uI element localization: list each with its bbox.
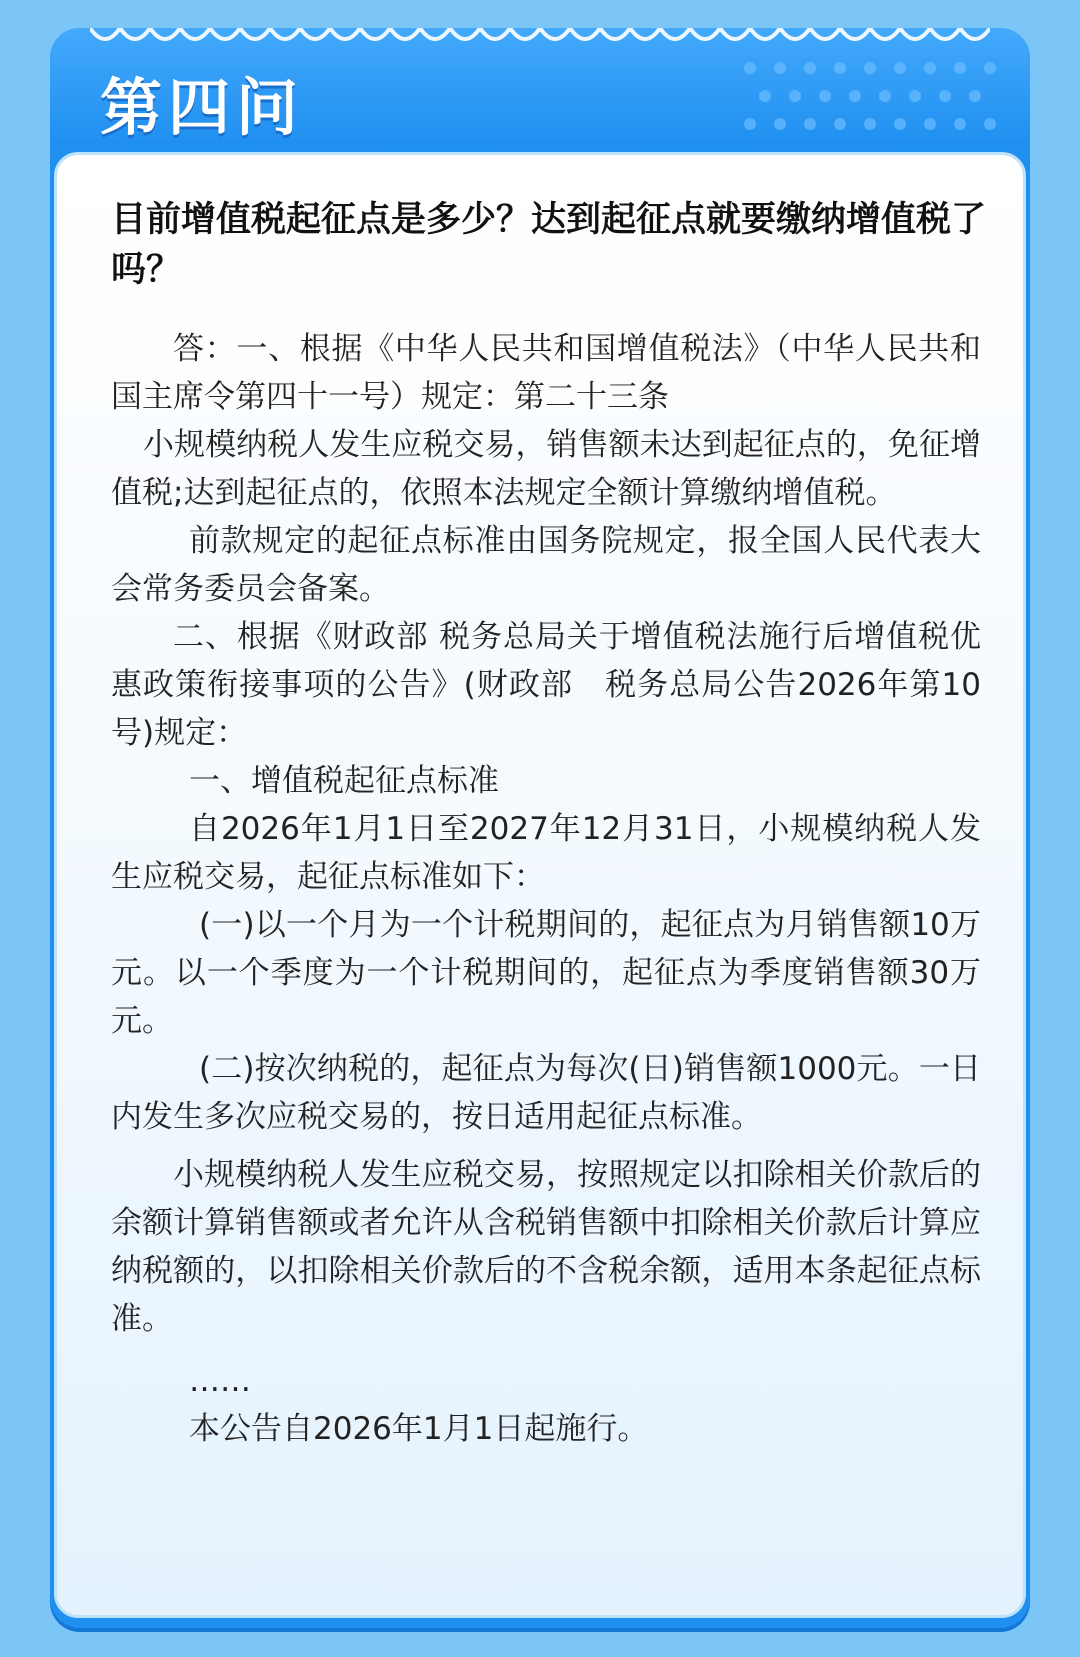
wave-decoration [90,28,990,54]
card-header [50,28,1030,146]
dot-pattern-decoration [740,58,1000,138]
answer-paragraph: …… [189,1363,251,1399]
answer-paragraph: (二)按次纳税的，起征点为每次(日)销售额1000元。一日内发生多次应税交易的，按日适用起征点标准。 [111,1051,981,1135]
answer-paragraph: 自2026年1月1日至2027年12月31日，小规模纳税人发生应税交易，起征点标准如下： [111,811,981,895]
answer-paragraph: 小规模纳税人发生应税交易，销售额未达到起征点的，免征增值税;达到起征点的，依照本法规定全额计算缴纳增值税。 [111,427,981,511]
answer-paragraph: (一)以一个月为一个计税期间的，起征点为月销售额10万元。以一个季度为一个计税期间的，起征点为季度销售额30万元。 [111,907,981,1039]
answer-paragraph: 前款规定的起征点标准由国务院规定，报全国人民代表大会常务委员会备案。 [111,523,981,607]
answer-paragraph: 本公告自2026年1月1日起施行。 [189,1411,649,1447]
answer-paragraph: 答：一、根据《中华人民共和国增值税法》（中华人民共和国主席令第四十一号）规定：第二十三条 [111,331,981,415]
question-heading: 目前增值税起征点是多少？达到起征点就要缴纳增值税了吗？ [111,200,987,290]
section-title: 第四问 [100,71,305,144]
answer-paragraph: 一、增值税起征点标准 [189,763,499,799]
content-panel [54,152,1026,1618]
question-card [50,28,1030,1628]
answer-paragraph: 小规模纳税人发生应税交易，按照规定以扣除相关价款后的余额计算销售额或者允许从含税销售额中扣除相关价款后计算应纳税额的，以扣除相关价款后的不含税余额，适用本条起征点标准。 [111,1157,981,1337]
answer-paragraph: 二、根据《财政部 税务总局关于增值税法施行后增值税优惠政策衔接事项的公告》(财政部 税务总局公告2026年第10号)规定： [111,619,981,751]
answer-body [111,325,981,1453]
